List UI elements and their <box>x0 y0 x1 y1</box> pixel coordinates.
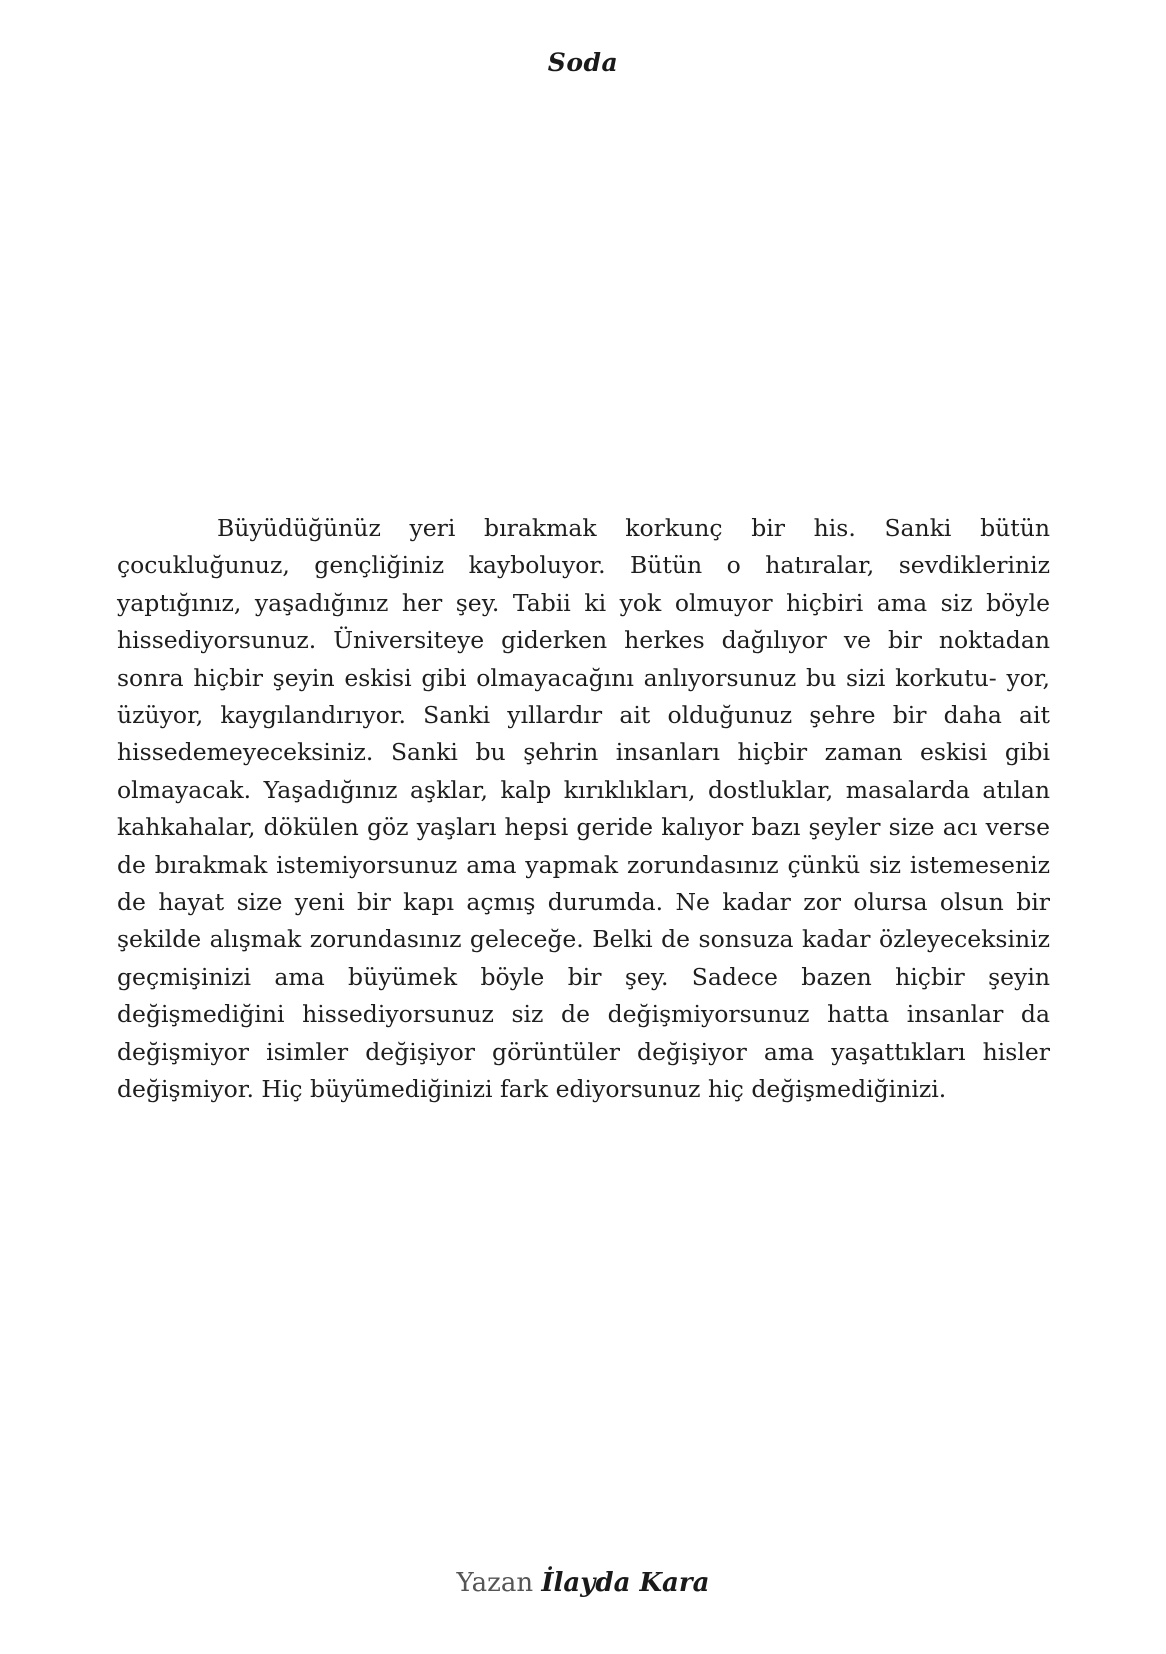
byline-author: İlayda Kara <box>541 1568 710 1598</box>
page-header-title: Soda <box>547 48 619 77</box>
article-paragraph: Büyüdüğünüz yeri bırakmak korkunç bir his. Sanki bütün çocukluğunuz, gençliğiniz kayboluyor. Bütün o hatıralar, sevdikleriniz yaptığınız, yaşadığınız her şey. Tabii ki yok olmuyor hiçbiri ama siz böyle hissediyorsunuz. Üniversiteye giderken herkes dağılıyor ve bir noktadan sonra hiçbir şeyin eskisi gibi olmayacağını anlıyorsunuz bu sizi korkutu- yor, üzüyor, kaygılandırıyor. Sanki yıllardır ait olduğunuz şehre bir daha ait hissedemeyeceksiniz. Sanki bu şehrin insanları hiçbir zaman eskisi gibi olmayacak. Yaşadığınız aşklar, kalp kırıklıkları, dostluklar, masalarda atılan kahkahalar, dökülen göz yaşları hepsi geride kalıyor bazı şeyler size acı verse de bırakmak istemiyorsunuz ama yapmak zorundasınız çünkü siz istemeseniz de hayat size yeni bir kapı açmış durumda. Ne kadar zor olursa olsun bir şekilde alışmak zorundasınız geleceğe. Belki de sonsuza kadar özleyeceksiniz geçmişinizi ama büyümek böyle bir şey. Sadece bazen hiçbir şeyin değişmediğini hissediyorsunuz siz de değişmiyorsunuz hatta insanlar da değişmiyor isimler değişiyor görüntüler değişiyor ama yaşattıkları hisler değişmiyor. Hiç büyümediğinizi fark ediyorsunuz hiç değişmediğinizi. <box>117 514 1050 1104</box>
byline <box>0 1568 1166 1598</box>
byline-prefix: Yazan <box>456 1568 534 1598</box>
